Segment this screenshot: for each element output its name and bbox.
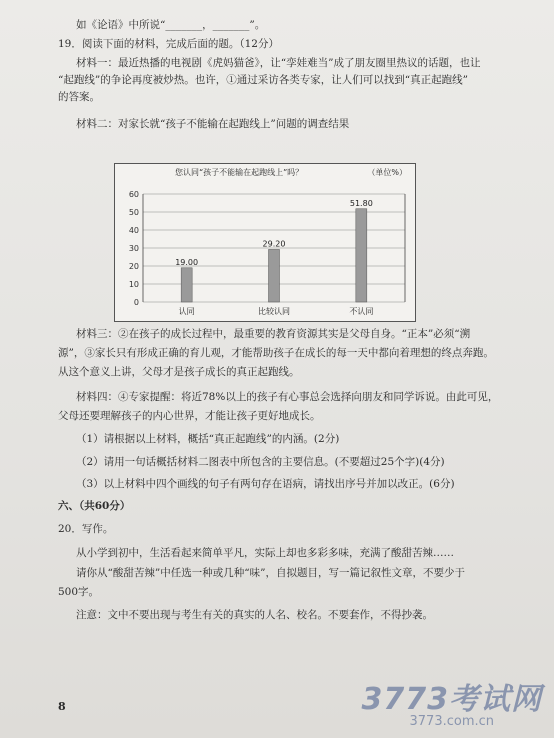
text-line-1: 如《论语》中所说“_______，_______”。 bbox=[76, 19, 266, 31]
y-tick-label: 40 bbox=[128, 226, 139, 235]
writing-prompt-line-3: 500字。 bbox=[58, 586, 100, 598]
chart-plot bbox=[115, 164, 415, 321]
bar-value-label: 29.20 bbox=[262, 239, 286, 249]
watermark-logo bbox=[362, 674, 543, 729]
watermark-url: 3773.com.cn bbox=[409, 714, 494, 729]
writing-prompt-line-2: 请你从“酸甜苦辣”中任选一种或几种“味”，自拟题目，写一篇记叙性文章，不要少于 bbox=[76, 567, 465, 579]
writing-prompt-line-1: 从小学到初中，生活看起来简单平凡，实际上却也多彩多味，充满了酸甜苦辣…… bbox=[76, 547, 454, 559]
material-3-line-1: 材料三：②在孩子的成长过程中，最重要的教育资源其实是父母自身。“正本”必须“溯 bbox=[76, 328, 471, 340]
sub-question-1: （1）请根据以上材料，概括“真正起跑线”的内涵。(2分) bbox=[76, 433, 340, 445]
material-1-line-1: 材料一：最近热播的电视剧《虎妈猫爸》，让“孪娃难当”成了朋友圈里热议的话题，也让 bbox=[76, 57, 481, 69]
sub-question-3: （3）以上材料中四个画线的句子有两句存在语病，请找出序号并加以改正。(6分) bbox=[76, 478, 455, 490]
page-number: 8 bbox=[58, 700, 66, 713]
category-label: 认同 bbox=[178, 307, 195, 316]
chart-unit: （单位%） bbox=[367, 168, 407, 177]
material-2-caption: 材料二：对家长就“孩子不能输在起跑线上”问题的调查结果 bbox=[76, 118, 350, 130]
section-6-header: 六、（共60分） bbox=[58, 500, 131, 512]
chart-title: 您认同“孩子不能输在起跑线上”吗？ bbox=[175, 168, 304, 177]
question-19-header: 19．阅读下面的材料，完成后面的题。（12分） bbox=[58, 38, 279, 50]
y-tick-label: 50 bbox=[128, 208, 139, 217]
survey-chart bbox=[114, 163, 416, 322]
material-3-line-2: 源”，③家长只有形成正确的育儿观，才能帮助孩子在成长的每一天中都向着理想的终点奔跑。 bbox=[58, 347, 494, 359]
bar bbox=[356, 209, 367, 302]
writing-notice: 注意：文中不要出现与考生有关的真实的人名、校名。不要套作，不得抄袭。 bbox=[76, 609, 433, 621]
bar bbox=[269, 249, 280, 302]
question-20-header: 20．写作。 bbox=[58, 523, 114, 535]
y-tick-label: 30 bbox=[128, 244, 139, 253]
y-tick-label: 0 bbox=[133, 298, 139, 307]
material-4-line-2: 父母还要理解孩子的内心世界，才能让孩子更好地成长。 bbox=[58, 410, 321, 422]
y-tick-label: 20 bbox=[128, 262, 139, 271]
bar-value-label: 51.80 bbox=[349, 198, 373, 208]
watermark-logo-text: 3773考试网 bbox=[361, 682, 542, 717]
material-1-line-3: 的答案。 bbox=[58, 91, 100, 103]
bar-value-label: 19.00 bbox=[175, 257, 199, 267]
y-tick-label: 60 bbox=[128, 190, 139, 199]
category-label: 比较认同 bbox=[258, 307, 290, 316]
material-4-line-1: 材料四：④专家提醒：将近78%以上的孩子有心事总会选择向朋友和同学诉说。由此可见， bbox=[76, 391, 499, 403]
material-1-line-2: “起跑线”的争论再度被炒热。也许，①通过采访各类专家，让人们可以找到“真正起跑线” bbox=[58, 74, 468, 86]
bar bbox=[181, 268, 192, 302]
material-3-line-3: 从这个意义上讲，父母才是孩子成长的真正起跑线。 bbox=[58, 366, 300, 378]
y-tick-label: 10 bbox=[128, 280, 139, 289]
category-label: 不认同 bbox=[349, 307, 374, 316]
sub-question-2: （2）请用一句话概括材料二图表中所包含的主要信息。(不要超过25个字)(4分) bbox=[76, 456, 445, 468]
